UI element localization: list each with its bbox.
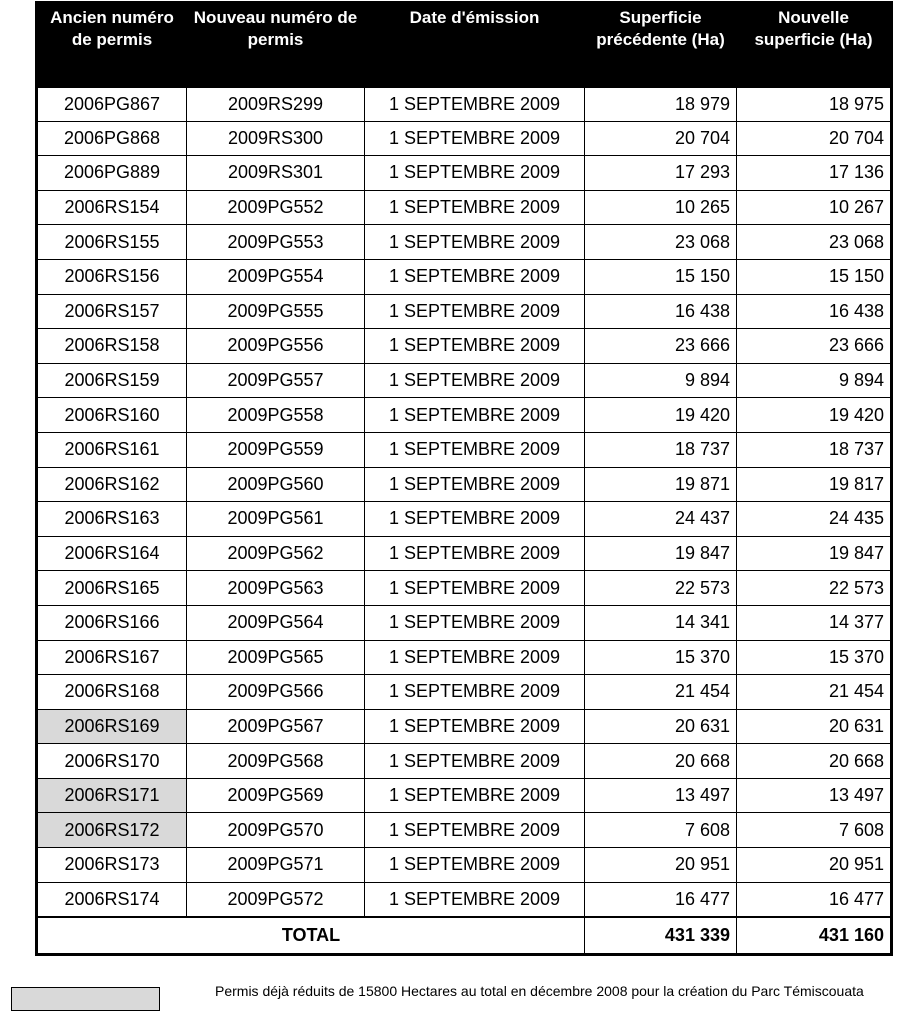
issue-date-cell: 1 SEPTEMBRE 2009 <box>365 536 585 571</box>
new-area-cell: 21 454 <box>737 675 891 710</box>
table-row <box>38 813 891 848</box>
new-area-cell: 20 631 <box>737 709 891 744</box>
previous-area-cell: 19 871 <box>585 467 737 502</box>
total-previous-area: 431 339 <box>585 917 737 954</box>
previous-area-cell: 18 979 <box>585 87 737 122</box>
new-permit-cell: 2009RS301 <box>187 156 365 191</box>
old-permit-cell: 2006RS166 <box>38 605 187 640</box>
new-permit-cell: 2009RS299 <box>187 87 365 122</box>
previous-area-cell: 23 666 <box>585 329 737 364</box>
old-permit-cell: 2006RS172 <box>38 813 187 848</box>
issue-date-cell: 1 SEPTEMBRE 2009 <box>365 121 585 156</box>
new-permit-cell: 2009PG563 <box>187 571 365 606</box>
old-permit-cell: 2006RS168 <box>38 675 187 710</box>
new-area-cell: 9 894 <box>737 363 891 398</box>
previous-area-cell: 15 370 <box>585 640 737 675</box>
table-row <box>38 605 891 640</box>
new-permit-cell: 2009PG561 <box>187 502 365 537</box>
new-area-cell: 23 068 <box>737 225 891 260</box>
old-permit-cell: 2006RS173 <box>38 848 187 883</box>
previous-area-cell: 16 438 <box>585 294 737 329</box>
new-permit-cell: 2009PG554 <box>187 259 365 294</box>
issue-date-cell: 1 SEPTEMBRE 2009 <box>365 294 585 329</box>
table-row <box>38 848 891 883</box>
issue-date-cell: 1 SEPTEMBRE 2009 <box>365 709 585 744</box>
previous-area-cell: 19 420 <box>585 398 737 433</box>
new-permit-cell: 2009PG569 <box>187 778 365 813</box>
new-area-cell: 13 497 <box>737 778 891 813</box>
previous-area-cell: 19 847 <box>585 536 737 571</box>
new-area-cell: 20 704 <box>737 121 891 156</box>
old-permit-cell: 2006RS162 <box>38 467 187 502</box>
new-area-cell: 19 817 <box>737 467 891 502</box>
previous-area-cell: 20 704 <box>585 121 737 156</box>
header-row <box>38 4 891 87</box>
previous-area-cell: 23 068 <box>585 225 737 260</box>
table-row <box>38 329 891 364</box>
old-permit-cell: 2006RS155 <box>38 225 187 260</box>
table-row <box>38 882 891 917</box>
issue-date-cell: 1 SEPTEMBRE 2009 <box>365 87 585 122</box>
new-permit-cell: 2009PG553 <box>187 225 365 260</box>
previous-area-cell: 10 265 <box>585 190 737 225</box>
new-permit-cell: 2009PG564 <box>187 605 365 640</box>
new-area-cell: 20 668 <box>737 744 891 779</box>
header-issue-date: Date d'émission <box>365 4 585 87</box>
issue-date-cell: 1 SEPTEMBRE 2009 <box>365 571 585 606</box>
previous-area-cell: 13 497 <box>585 778 737 813</box>
old-permit-cell: 2006RS167 <box>38 640 187 675</box>
new-area-cell: 19 420 <box>737 398 891 433</box>
previous-area-cell: 17 293 <box>585 156 737 191</box>
table-row <box>38 294 891 329</box>
total-label: TOTAL <box>38 917 585 954</box>
new-permit-cell: 2009PG555 <box>187 294 365 329</box>
old-permit-cell: 2006RS158 <box>38 329 187 364</box>
new-area-cell: 24 435 <box>737 502 891 537</box>
new-area-cell: 17 136 <box>737 156 891 191</box>
old-permit-cell: 2006RS161 <box>38 432 187 467</box>
legend-text: Permis déjà réduits de 15800 Hectares au total en décembre 2008 pour la création du Parc Témiscouata <box>215 983 864 999</box>
previous-area-cell: 7 608 <box>585 813 737 848</box>
new-permit-cell: 2009PG571 <box>187 848 365 883</box>
old-permit-cell: 2006RS160 <box>38 398 187 433</box>
previous-area-cell: 20 668 <box>585 744 737 779</box>
table-row <box>38 190 891 225</box>
table-body <box>38 87 891 917</box>
table-row <box>38 778 891 813</box>
table-row <box>38 640 891 675</box>
table-row <box>38 536 891 571</box>
issue-date-cell: 1 SEPTEMBRE 2009 <box>365 432 585 467</box>
table-row <box>38 571 891 606</box>
new-area-cell: 22 573 <box>737 571 891 606</box>
issue-date-cell: 1 SEPTEMBRE 2009 <box>365 778 585 813</box>
previous-area-cell: 21 454 <box>585 675 737 710</box>
table-footer <box>38 917 891 954</box>
new-permit-cell: 2009PG566 <box>187 675 365 710</box>
total-row <box>38 917 891 954</box>
legend-swatch <box>11 987 160 1011</box>
old-permit-cell: 2006RS171 <box>38 778 187 813</box>
old-permit-cell: 2006RS169 <box>38 709 187 744</box>
new-area-cell: 10 267 <box>737 190 891 225</box>
table-row <box>38 259 891 294</box>
old-permit-cell: 2006PG889 <box>38 156 187 191</box>
table-row <box>38 744 891 779</box>
issue-date-cell: 1 SEPTEMBRE 2009 <box>365 363 585 398</box>
total-new-area: 431 160 <box>737 917 891 954</box>
new-area-cell: 20 951 <box>737 848 891 883</box>
new-permit-cell: 2009PG552 <box>187 190 365 225</box>
new-permit-cell: 2009PG567 <box>187 709 365 744</box>
issue-date-cell: 1 SEPTEMBRE 2009 <box>365 259 585 294</box>
old-permit-cell: 2006RS174 <box>38 882 187 917</box>
new-permit-cell: 2009PG556 <box>187 329 365 364</box>
old-permit-cell: 2006PG868 <box>38 121 187 156</box>
table-row <box>38 121 891 156</box>
header-previous-area: Superficie précédente (Ha) <box>585 4 737 87</box>
issue-date-cell: 1 SEPTEMBRE 2009 <box>365 502 585 537</box>
new-area-cell: 15 150 <box>737 259 891 294</box>
new-permit-cell: 2009PG565 <box>187 640 365 675</box>
new-permit-cell: 2009PG568 <box>187 744 365 779</box>
table-row <box>38 467 891 502</box>
new-area-cell: 23 666 <box>737 329 891 364</box>
new-area-cell: 16 477 <box>737 882 891 917</box>
table-row <box>38 675 891 710</box>
previous-area-cell: 18 737 <box>585 432 737 467</box>
issue-date-cell: 1 SEPTEMBRE 2009 <box>365 848 585 883</box>
old-permit-cell: 2006PG867 <box>38 87 187 122</box>
new-permit-cell: 2009RS300 <box>187 121 365 156</box>
table-row <box>38 225 891 260</box>
old-permit-cell: 2006RS157 <box>38 294 187 329</box>
new-permit-cell: 2009PG559 <box>187 432 365 467</box>
new-area-cell: 15 370 <box>737 640 891 675</box>
previous-area-cell: 14 341 <box>585 605 737 640</box>
table-row <box>38 87 891 122</box>
old-permit-cell: 2006RS156 <box>38 259 187 294</box>
previous-area-cell: 24 437 <box>585 502 737 537</box>
issue-date-cell: 1 SEPTEMBRE 2009 <box>365 156 585 191</box>
table-header <box>38 4 891 87</box>
previous-area-cell: 15 150 <box>585 259 737 294</box>
table-row <box>38 156 891 191</box>
old-permit-cell: 2006RS165 <box>38 571 187 606</box>
new-area-cell: 18 975 <box>737 87 891 122</box>
table-row <box>38 432 891 467</box>
issue-date-cell: 1 SEPTEMBRE 2009 <box>365 813 585 848</box>
new-area-cell: 14 377 <box>737 605 891 640</box>
new-area-cell: 18 737 <box>737 432 891 467</box>
issue-date-cell: 1 SEPTEMBRE 2009 <box>365 225 585 260</box>
new-permit-cell: 2009PG570 <box>187 813 365 848</box>
issue-date-cell: 1 SEPTEMBRE 2009 <box>365 605 585 640</box>
header-new-area: Nouvelle superficie (Ha) <box>737 4 891 87</box>
issue-date-cell: 1 SEPTEMBRE 2009 <box>365 675 585 710</box>
new-area-cell: 19 847 <box>737 536 891 571</box>
previous-area-cell: 20 951 <box>585 848 737 883</box>
old-permit-cell: 2006RS159 <box>38 363 187 398</box>
new-area-cell: 16 438 <box>737 294 891 329</box>
table-row <box>38 398 891 433</box>
issue-date-cell: 1 SEPTEMBRE 2009 <box>365 744 585 779</box>
new-permit-cell: 2009PG557 <box>187 363 365 398</box>
previous-area-cell: 9 894 <box>585 363 737 398</box>
issue-date-cell: 1 SEPTEMBRE 2009 <box>365 329 585 364</box>
header-new-permit: Nouveau numéro de permis <box>187 4 365 87</box>
new-permit-cell: 2009PG562 <box>187 536 365 571</box>
table-row <box>38 363 891 398</box>
new-permit-cell: 2009PG560 <box>187 467 365 502</box>
previous-area-cell: 16 477 <box>585 882 737 917</box>
new-permit-cell: 2009PG572 <box>187 882 365 917</box>
issue-date-cell: 1 SEPTEMBRE 2009 <box>365 640 585 675</box>
old-permit-cell: 2006RS170 <box>38 744 187 779</box>
old-permit-cell: 2006RS164 <box>38 536 187 571</box>
issue-date-cell: 1 SEPTEMBRE 2009 <box>365 398 585 433</box>
old-permit-cell: 2006RS154 <box>38 190 187 225</box>
new-permit-cell: 2009PG558 <box>187 398 365 433</box>
permits-table <box>37 3 891 954</box>
new-area-cell: 7 608 <box>737 813 891 848</box>
issue-date-cell: 1 SEPTEMBRE 2009 <box>365 467 585 502</box>
table-row <box>38 709 891 744</box>
header-old-permit: Ancien numéro de permis <box>38 4 187 87</box>
table-row <box>38 502 891 537</box>
old-permit-cell: 2006RS163 <box>38 502 187 537</box>
issue-date-cell: 1 SEPTEMBRE 2009 <box>365 190 585 225</box>
previous-area-cell: 20 631 <box>585 709 737 744</box>
issue-date-cell: 1 SEPTEMBRE 2009 <box>365 882 585 917</box>
previous-area-cell: 22 573 <box>585 571 737 606</box>
